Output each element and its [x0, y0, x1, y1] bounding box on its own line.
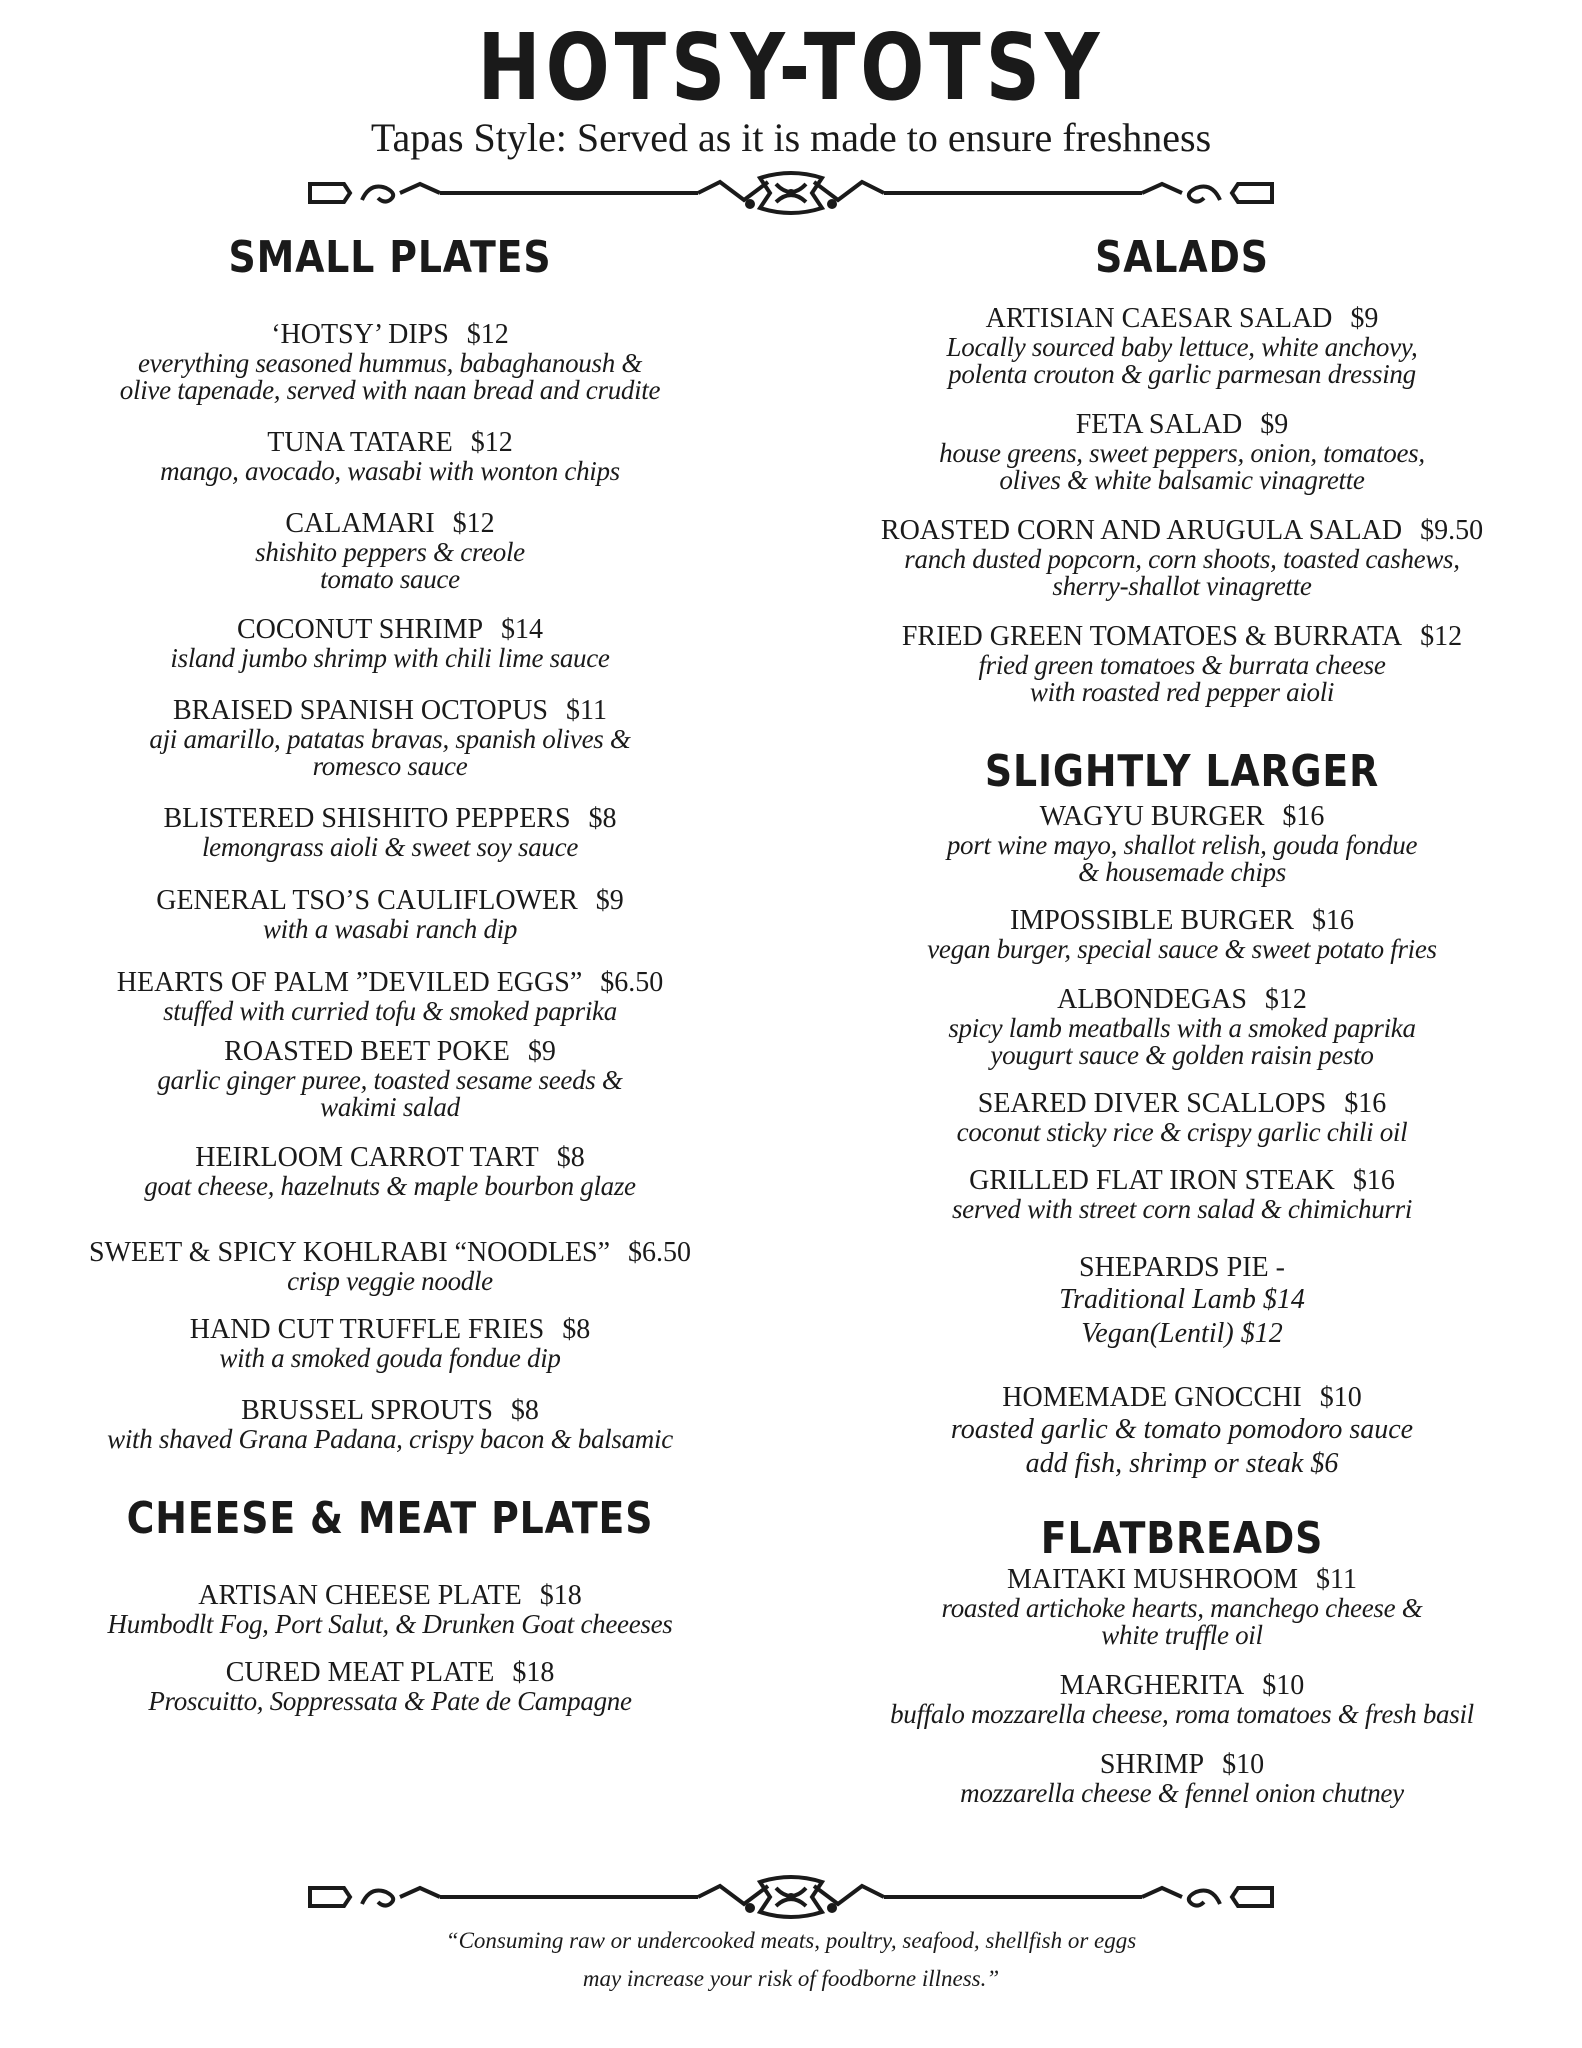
menu-item: [842, 1565, 1522, 1649]
item-description: vegan burger, special sauce & sweet potato fries: [927, 934, 1437, 964]
item-description: fried green tomatoes & burrata cheese: [978, 650, 1386, 680]
item-price: $6.50: [628, 1237, 692, 1268]
item-description: olives & white balsamic vinagrette: [999, 465, 1365, 495]
menu-item: [842, 1166, 1522, 1223]
menu-item: [60, 1581, 720, 1638]
item-description: shishito peppers & creole: [255, 537, 525, 567]
item-price: $16: [1352, 1165, 1395, 1196]
item-name: SHRIMP: [1099, 1749, 1205, 1780]
item-description: island jumbo shrimp with chili lime sauce: [170, 643, 610, 673]
item-description: Locally sourced baby lettuce, white anchovy,: [946, 332, 1418, 362]
item-description: Proscuitto, Soppressata & Pate de Campagne: [148, 1686, 632, 1716]
menu-item: [60, 886, 720, 943]
item-description: romesco sauce: [312, 751, 468, 781]
item-addon: add fish, shrimp or steak $6: [1025, 1448, 1339, 1479]
item-price: $12: [1420, 621, 1463, 652]
item-description: everything seasoned hummus, babaghanoush &: [137, 348, 643, 378]
item-description: served with street corn salad & chimichurri: [951, 1194, 1413, 1224]
item-price: $16: [1311, 905, 1354, 936]
item-price: $12: [466, 319, 509, 350]
menu-item: [60, 1396, 720, 1453]
menu-item: [60, 696, 720, 780]
item-price: $11: [566, 695, 607, 726]
item-name: TUNA TATARE: [267, 427, 453, 458]
item-name: IMPOSSIBLE BURGER: [1010, 905, 1294, 936]
item-price: $9: [1260, 409, 1289, 440]
item-price: $8: [556, 1142, 585, 1173]
item-price: $10: [1222, 1749, 1265, 1780]
menu-item: [842, 410, 1522, 494]
menu-item: [60, 968, 720, 1025]
menu-item: [842, 906, 1522, 963]
item-name: ROASTED BEET POKE: [224, 1036, 510, 1067]
item-name: ARTISAN CHEESE PLATE: [198, 1580, 522, 1611]
menu-item: [842, 622, 1522, 706]
item-price: $6.50: [600, 967, 664, 998]
section-heading-small-plates: SMALL PLATES: [228, 232, 552, 283]
section-heading-cheese-meat-plates: CHEESE & MEAT PLATES: [126, 1493, 654, 1544]
art-deco-divider-top: [300, 170, 1282, 216]
item-name: GENERAL TSO’S CAULIFLOWER: [156, 885, 578, 916]
item-name: ARTISIAN CAESAR SALAD: [985, 303, 1333, 334]
item-name: SWEET & SPICY KOHLRABI “NOODLES”: [88, 1237, 611, 1268]
menu-item: [60, 804, 720, 861]
item-description: ranch dusted popcorn, corn shoots, toasted cashews,: [904, 544, 1460, 574]
item-description: olive tapenade, served with naan bread and crudite: [119, 375, 661, 405]
item-price: $8: [510, 1395, 539, 1426]
art-deco-divider-bottom: [300, 1874, 1282, 1920]
menu-item: [842, 304, 1522, 388]
item-name: ‘HOTSY’ DIPS: [271, 319, 449, 350]
item-description: sherry-shallot vinagrette: [1052, 571, 1312, 601]
food-safety-disclaimer: [0, 1922, 1582, 1998]
menu-item: [60, 1037, 720, 1121]
menu-item: [842, 1089, 1522, 1146]
item-price: $12: [452, 508, 495, 539]
item-price: $18: [539, 1580, 582, 1611]
item-price: $9.50: [1420, 515, 1484, 546]
item-name: HAND CUT TRUFFLE FRIES: [189, 1314, 545, 1345]
item-name: BRUSSEL SPROUTS: [241, 1395, 493, 1426]
item-name: FETA SALAD: [1075, 409, 1243, 440]
item-price: $16: [1344, 1088, 1387, 1119]
item-price: $9: [595, 885, 624, 916]
section-heading-slightly-larger: SLIGHTLY LARGER: [984, 746, 1380, 797]
item-price: $14: [501, 614, 544, 645]
item-price: $18: [512, 1657, 555, 1688]
menu-item-gnocchi: [842, 1383, 1522, 1481]
menu-item: [842, 1671, 1522, 1728]
item-name: HEIRLOOM CARROT TART: [195, 1142, 539, 1173]
item-description: garlic ginger puree, toasted sesame seeds &: [157, 1065, 623, 1095]
item-name: COCONUT SHRIMP: [236, 614, 484, 645]
item-name: CALAMARI: [285, 508, 435, 539]
disclaimer-line: “Consuming raw or undercooked meats, poultry, seafood, shellfish or eggs: [445, 1928, 1137, 1953]
item-description: with a smoked gouda fondue dip: [219, 1343, 561, 1373]
disclaimer-line: may increase your risk of foodborne illness.”: [582, 1966, 1000, 1991]
menu-item: [60, 320, 720, 404]
menu-item: [842, 802, 1522, 886]
menu-title: HOTSY-TOTSY: [477, 14, 1105, 121]
item-price: $11: [1316, 1564, 1357, 1595]
menu-item: [60, 428, 720, 485]
item-option: Vegan(Lentil) $12: [1081, 1318, 1283, 1349]
small-plates-section: [60, 232, 720, 1716]
item-price: $8: [562, 1314, 591, 1345]
item-description: polenta crouton & garlic parmesan dressing: [948, 359, 1416, 389]
item-description: stuffed with curried tofu & smoked paprika: [163, 996, 617, 1026]
item-name: CURED MEAT PLATE: [225, 1657, 495, 1688]
item-price: $16: [1282, 801, 1325, 832]
item-description: & housemade chips: [1078, 857, 1286, 887]
item-name: ALBONDEGAS: [1057, 984, 1247, 1015]
item-description: spicy lamb meatballs with a smoked paprika: [948, 1013, 1416, 1043]
section-heading-flatbreads: FLATBREADS: [1040, 1513, 1324, 1564]
item-description: Humbodlt Fog, Port Salut, & Drunken Goat cheeeses: [107, 1609, 673, 1639]
item-description: with roasted red pepper aioli: [1029, 677, 1335, 707]
item-description: tomato sauce: [320, 564, 460, 594]
item-name: SEARED DIVER SCALLOPS: [977, 1088, 1327, 1119]
menu-item: [60, 615, 720, 672]
item-price: $8: [588, 803, 617, 834]
item-description: port wine mayo, shallot relish, gouda fondue: [946, 830, 1418, 860]
item-description: buffalo mozzarella cheese, roma tomatoes & fresh basil: [890, 1699, 1474, 1729]
item-name: SHEPARDS PIE -: [1079, 1252, 1285, 1283]
item-description: coconut sticky rice & crispy garlic chili oil: [956, 1117, 1408, 1147]
menu-item: [842, 516, 1522, 600]
item-description: aji amarillo, patatas bravas, spanish olives &: [149, 724, 631, 754]
item-name: ROASTED CORN AND ARUGULA SALAD: [880, 515, 1403, 546]
item-description: white truffle oil: [1101, 1620, 1263, 1650]
item-description: goat cheese, hazelnuts & maple bourbon glaze: [144, 1171, 636, 1201]
item-name: HEARTS OF PALM ”DEVILED EGGS”: [116, 967, 583, 998]
menu-item: [60, 509, 720, 593]
item-price: $12: [1264, 984, 1307, 1015]
item-name: GRILLED FLAT IRON STEAK: [969, 1165, 1335, 1196]
item-description: crisp veggie noodle: [287, 1266, 493, 1296]
item-name: MAITAKI MUSHROOM: [1007, 1564, 1299, 1595]
item-description: with shaved Grana Padana, crispy bacon & balsamic: [107, 1424, 673, 1454]
item-price: $12: [470, 427, 513, 458]
item-name: BLISTERED SHISHITO PEPPERS: [163, 803, 571, 834]
item-price: $10: [1262, 1670, 1305, 1701]
item-description: wakimi salad: [320, 1092, 460, 1122]
item-description: lemongrass aioli & sweet soy sauce: [201, 832, 578, 862]
item-description: mango, avocado, wasabi with wonton chips: [160, 456, 620, 486]
menu-item-shepards-pie: [842, 1253, 1522, 1351]
menu-item: [60, 1315, 720, 1372]
item-description: house greens, sweet peppers, onion, tomatoes,: [939, 438, 1425, 468]
item-description: roasted artichoke hearts, manchego cheese &: [941, 1593, 1423, 1623]
item-name: BRAISED SPANISH OCTOPUS: [173, 695, 549, 726]
item-name: FRIED GREEN TOMATOES & BURRATA: [901, 621, 1403, 652]
menu-item: [60, 1238, 720, 1295]
item-price: $10: [1319, 1382, 1362, 1413]
item-name: MARGHERITA: [1059, 1670, 1245, 1701]
menu-item: [60, 1143, 720, 1200]
right-column: [842, 232, 1522, 1808]
menu-item: [842, 1750, 1522, 1807]
item-price: $9: [527, 1036, 556, 1067]
item-option: Traditional Lamb $14: [1059, 1284, 1305, 1315]
item-name: HOMEMADE GNOCCHI: [1002, 1382, 1302, 1413]
item-description: roasted garlic & tomato pomodoro sauce: [950, 1414, 1414, 1445]
menu-item: [842, 985, 1522, 1069]
item-description: with a wasabi ranch dip: [262, 914, 518, 944]
menu-item: [60, 1658, 720, 1715]
section-heading-salads: SALADS: [1095, 232, 1269, 283]
item-description: yougurt sauce & golden raisin pesto: [990, 1040, 1374, 1070]
item-description: mozzarella cheese & fennel onion chutney: [960, 1778, 1404, 1808]
item-price: $9: [1350, 303, 1379, 334]
menu-subtitle: Tapas Style: Served as it is made to ensure freshness: [370, 115, 1212, 160]
item-name: WAGYU BURGER: [1039, 801, 1265, 832]
